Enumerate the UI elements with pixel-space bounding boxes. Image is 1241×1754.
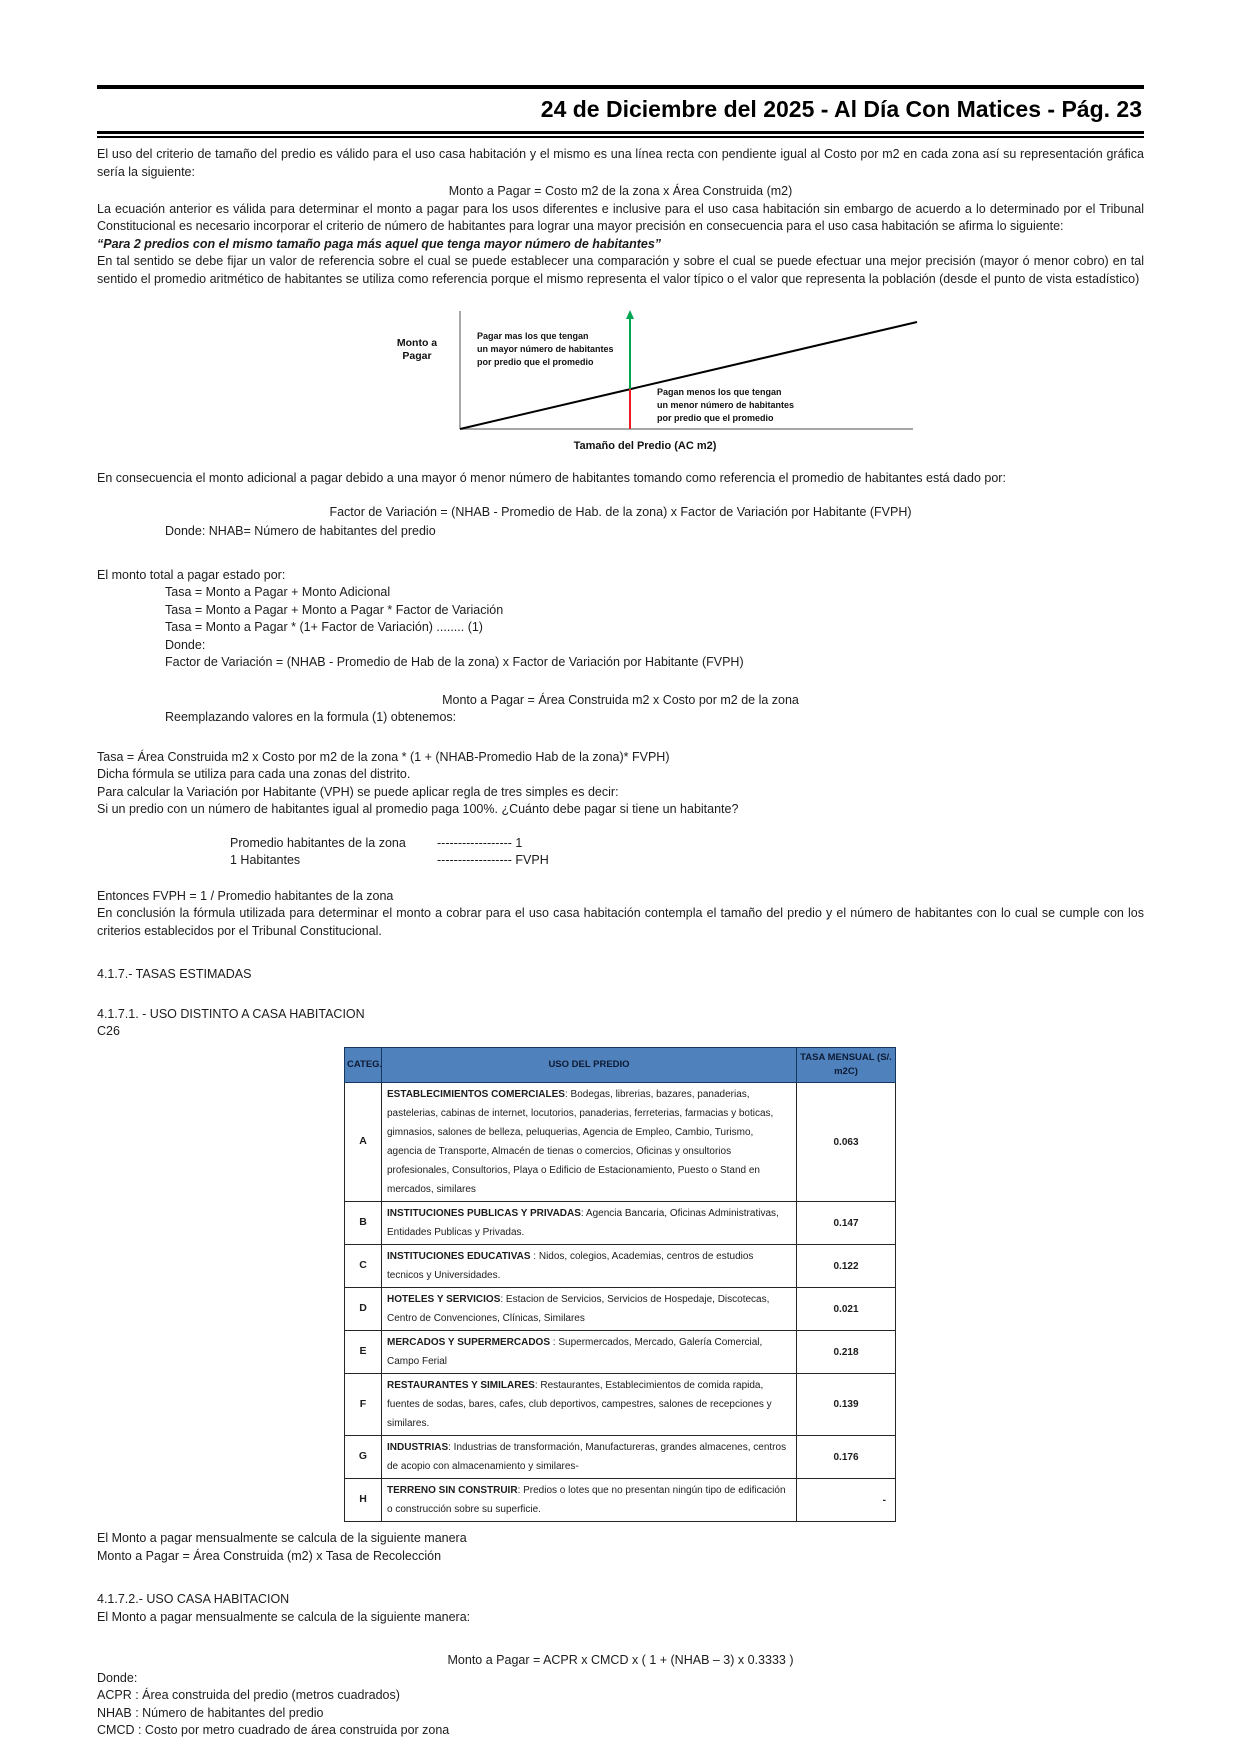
table-row-g <box>345 1436 896 1479</box>
rate-cell: 0.063 <box>797 1083 896 1202</box>
donde-label: Donde: <box>165 637 206 652</box>
uso-desc: : Supermercados, Mercado, Galería Comercial, Campo Ferial <box>387 1337 763 1367</box>
table-row-e <box>345 1331 896 1374</box>
header-categ: CATEG. <box>345 1047 382 1083</box>
conclusion-paragraph: En conclusión la fórmula utilizada para determinar el monto a cobrar para el uso casa habitación contempla el tamaño del predio y el número de habitantes con lo cual se cumple con los criterios establecidos por el Tribunal Constitucional. <box>97 906 1144 938</box>
acpr-def: ACPR : Área construida del predio (metros cuadrados) <box>97 1688 400 1702</box>
uso-cell <box>382 1245 797 1288</box>
nhab-def: NHAB : Número de habitantes del predio <box>97 1705 324 1720</box>
section-4171: 4.1.7.1. - USO DISTINTO A CASA HABITACION <box>97 1006 365 1021</box>
uso-cell <box>382 1288 797 1331</box>
uso-cell <box>382 1331 797 1374</box>
paragraph-valor-referencia: En tal sentido se debe fijar un valor de referencia sobre el cual se puede establecer una comparación y sobre el cual se puede efectuar una mejor precisión (mayor ó menor cobro) en tal sentido el promedio aritmético de habitantes se utiliza como referencia porque el mismo representa el valor típico o el valor que representa la población (desde el punto de vista estadístico) <box>97 254 1144 286</box>
categ-cell: F <box>345 1374 382 1436</box>
paragraph-criterio: El uso del criterio de tamaño del predio es válido para el uso casa habitación y el mismo es una línea recta con pendiente igual al Costo por m2 en cada zona así su representación gráfica sería la siguiente: <box>97 147 1144 179</box>
uso-title: HOTELES Y SERVICIOS <box>387 1294 501 1305</box>
page-header <box>97 85 1144 138</box>
annotation-pagar-mas <box>477 331 614 367</box>
categ-cell: G <box>345 1436 382 1479</box>
table-row-b <box>345 1202 896 1245</box>
tasa-linea-2: Tasa = Monto a Pagar + Monto a Pagar * Factor de Variación <box>165 602 504 617</box>
header-tasa-mensual: TASA MENSUAL (S/. m2C) <box>797 1047 896 1083</box>
uso-desc: : Restaurantes, Establecimientos de comida rapida, fuentes de sodas, bares, cafes, club deportivos, campestres, salones de recepciones y similares. <box>387 1380 772 1429</box>
categ-cell: E <box>345 1331 382 1374</box>
quote-dos-predios: “Para 2 predios con el mismo tamaño paga más aquel que tenga mayor número de habitantes” <box>97 236 662 251</box>
header-uso-del-predio: USO DEL PREDIO <box>382 1047 797 1083</box>
rate-cell: 0.176 <box>797 1436 896 1479</box>
uso-title: INSTITUCIONES EDUCATIVAS <box>387 1251 531 1262</box>
rate-cell: 0.122 <box>797 1245 896 1288</box>
regla-row-1 <box>230 835 1144 853</box>
uso-title: INDUSTRIAS <box>387 1442 449 1453</box>
cmcd-def: CMCD : Costo por metro cuadrado de área construida por zona <box>97 1723 450 1737</box>
y-axis-label-line2: Pagar <box>402 350 432 362</box>
header-rule-bottom-thin <box>97 136 1144 138</box>
rate-cell: 0.147 <box>797 1202 896 1245</box>
uso-desc: : Agencia Bancaria, Oficinas Administrativas, Entidades Publicas y Privadas. <box>387 1208 779 1238</box>
categ-cell: C <box>345 1245 382 1288</box>
table-row-h <box>345 1479 896 1522</box>
table-row-a <box>345 1083 896 1202</box>
tasa-linea-1: Tasa = Monto a Pagar + Monto Adicional <box>165 585 391 599</box>
monto-mensual-formula: Monto a Pagar = Área Construida (m2) x Tasa de Recolección <box>97 1548 442 1563</box>
casa-donde: Donde: <box>97 1670 138 1685</box>
section-417: 4.1.7.- TASAS ESTIMADAS <box>97 967 252 981</box>
uso-cell <box>382 1479 797 1522</box>
casa-intro: El Monto a pagar mensualmente se calcula de la siguiente manera: <box>97 1609 471 1624</box>
uso-title: MERCADOS Y SUPERMERCADOS <box>387 1337 550 1348</box>
monto-total-intro: El monto total a pagar estado por: <box>97 567 286 582</box>
uso-desc: : Industrias de transformación, Manufactureras, grandes almacenes, centros de acopio con almacenamiento y similares- <box>387 1442 787 1472</box>
formula-factor-variacion: Factor de Variación = (NHAB - Promedio de Hab. de la zona) x Factor de Variación por Habitante (FVPH) <box>329 504 912 519</box>
entonces-fvph: Entonces FVPH = 1 / Promedio habitantes de la zona <box>97 888 394 903</box>
variation-section <box>97 470 1144 1041</box>
factor-variacion-linea: Factor de Variación = (NHAB - Promedio de Hab de la zona) x Factor de Variación por Habitante (FVPH) <box>165 655 744 669</box>
uso-cell <box>382 1436 797 1479</box>
c26-label: C26 <box>97 1024 120 1038</box>
paragraph-en-consecuencia: En consecuencia el monto adicional a pagar debido a una mayor ó menor número de habitantes tomando como referencia el promedio de habitantes está dado por: <box>97 471 1006 485</box>
figure-canvas <box>365 308 925 433</box>
regla-tres-block <box>97 835 1144 870</box>
uso-desc: : Estacion de Servicios, Servicios de Hospedaje, Discotecas, Centro de Convenciones, Clínicas, Similares <box>387 1294 770 1324</box>
monto-mensual-intro: El Monto a pagar mensualmente se calcula de la siguiente manera <box>97 1531 467 1545</box>
uso-desc: : Predios o lotes que no presentan ningún tipo de edificación o construcción sobre su superficie. <box>387 1485 786 1515</box>
uso-title: TERRENO SIN CONSTRUIR <box>387 1485 518 1496</box>
uso-title: ESTABLECIMIENTOS COMERCIALES <box>387 1089 565 1100</box>
formula-monto-costo: Monto a Pagar = Costo m2 de la zona x Área Construida (m2) <box>448 184 793 198</box>
svg-text:Pagan menos los que tengan: Pagan menos los que tengan <box>657 387 782 397</box>
svg-text:un menor número de habitantes: un menor número de habitantes <box>657 400 795 410</box>
regla-label-habitantes: 1 Habitantes <box>230 853 301 867</box>
x-axis-label: Tamaño del Predio (AC m2) <box>573 440 717 452</box>
green-arrowhead <box>626 310 634 319</box>
section-4172: 4.1.7.2.- USO CASA HABITACION <box>97 1592 290 1606</box>
paragraph-ecuacion: La ecuación anterior es válida para determinar el monto a pagar para los usos diferentes e inclusive para el uso casa habitación sin embargo de acuerdo a lo determinado por el Tribunal Constitucional es necesario incorporar el criterio de número de habitantes para lograr una mayor precisión en consecuencia para el uso casa habitación se afirma lo siguiente: <box>97 201 1144 233</box>
formula-monto-area: Monto a Pagar = Área Construida m2 x Costo por m2 de la zona <box>442 692 799 707</box>
categ-cell: A <box>345 1083 382 1202</box>
monto-pagar-figure <box>365 308 925 452</box>
rate-cell: 0.021 <box>797 1288 896 1331</box>
tasa-linea-3: Tasa = Monto a Pagar * (1+ Factor de Variación) ........ (1) <box>165 620 483 634</box>
reemplazando-linea: Reemplazando valores en la formula (1) obtenemos: <box>165 710 457 724</box>
uso-cell <box>382 1374 797 1436</box>
formula-acpr: Monto a Pagar = ACPR x CMCD x ( 1 + (NHAB – 3) x 0.3333 ) <box>447 1653 794 1667</box>
table-row-f <box>345 1374 896 1436</box>
categ-cell: B <box>345 1202 382 1245</box>
donde-nhab: Donde: NHAB= Número de habitantes del predio <box>165 524 436 538</box>
table-row-d <box>345 1288 896 1331</box>
table-row-c <box>345 1245 896 1288</box>
categ-cell: H <box>345 1479 382 1522</box>
regla-value-1: ------------------ 1 <box>437 835 523 850</box>
svg-text:por predio que el promedio: por predio que el promedio <box>477 357 594 367</box>
svg-text:por predio que el promedio: por predio que el promedio <box>657 413 774 423</box>
regla-row-2 <box>230 852 1144 870</box>
dicha-formula: Dicha fórmula se utiliza para cada una zonas del distrito. <box>97 767 411 781</box>
categ-cell: D <box>345 1288 382 1331</box>
annotation-pagan-menos <box>657 387 794 423</box>
c26-tasas-table <box>344 1047 896 1523</box>
uso-desc: : Bodegas, librerias, bazares, panaderias, pastelerias, cabinas de internet, locutorios, panaderias, ferreterias, farmacias y boticas, gimnasios, salones de belleza, peluquerias, Agencia de Empleo, Cambio, Turismo, agencia de Transporte, Almacén de tienas o comercios, Oficinas y onsultorios profesionales, Consultorios, Playa o Edificio de Estacionamiento, Puesto o Stand en mercados, similares <box>387 1089 774 1195</box>
uso-cell <box>382 1202 797 1245</box>
intro-section <box>97 146 1144 288</box>
svg-text:Pagar mas los que tengan: Pagar mas los que tengan <box>477 331 589 341</box>
svg-text:un mayor número de habitantes: un mayor número de habitantes <box>477 344 614 354</box>
tasa-formula-final: Tasa = Área Construida m2 x Costo por m2 de la zona * (1 + (NHAB-Promedio Hab de la zona)* FVPH) <box>97 749 670 764</box>
rate-cell: 0.218 <box>797 1331 896 1374</box>
para-calcular-vph: Para calcular la Variación por Habitante (VPH) se puede aplicar regla de tres simples es decir: <box>97 784 619 799</box>
regla-label-promedio: Promedio habitantes de la zona <box>230 835 406 850</box>
regla-value-fvph: ------------------ FVPH <box>437 853 549 867</box>
monthly-section <box>97 1530 1144 1740</box>
uso-title: RESTAURANTES Y SIMILARES <box>387 1380 535 1391</box>
header-rule-bottom-thick <box>97 131 1144 134</box>
rate-cell: 0.139 <box>797 1374 896 1436</box>
si-un-predio: Si un predio con un número de habitantes igual al promedio paga 100%. ¿Cuánto debe pagar si tiene un habitante? <box>97 802 739 816</box>
rate-cell: - <box>797 1479 896 1522</box>
table-header-row <box>345 1047 896 1083</box>
uso-desc: : Nidos, colegios, Academias, centros de estudios tecnicos y Universidades. <box>387 1251 754 1281</box>
uso-title: INSTITUCIONES PUBLICAS Y PRIVADAS <box>387 1208 581 1219</box>
page-title: 24 de Diciembre del 2025 - Al Día Con Matices - Pág. 23 <box>540 96 1142 122</box>
uso-cell <box>382 1083 797 1202</box>
y-axis-label-line1: Monto a <box>396 337 438 349</box>
